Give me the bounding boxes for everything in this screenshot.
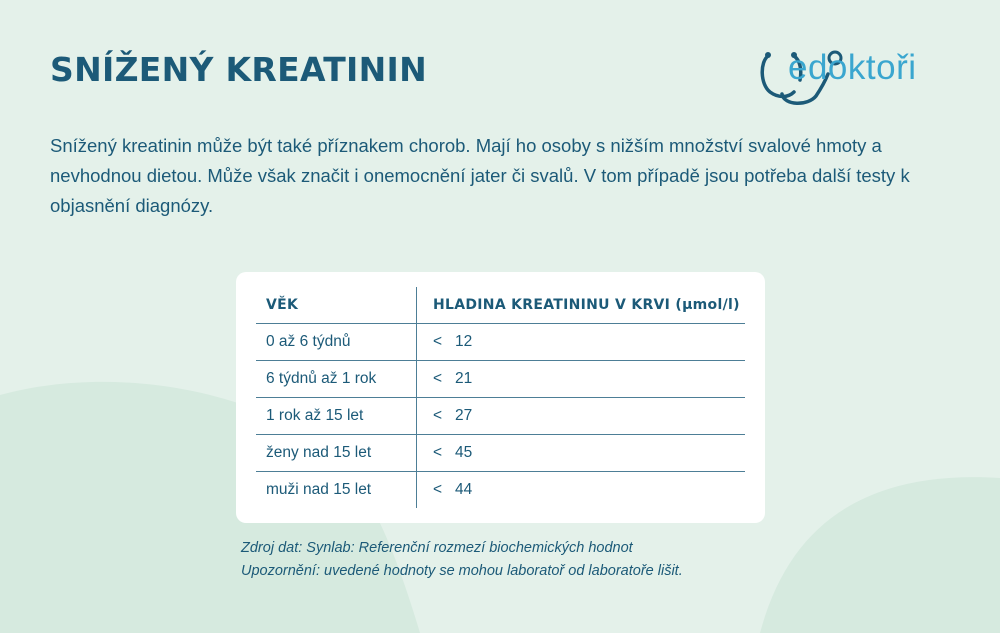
logo-text-rest: doktoři bbox=[807, 48, 917, 87]
page-title: SNÍŽENÝ KREATININ bbox=[50, 50, 428, 89]
table-row bbox=[256, 435, 745, 472]
table-header-row bbox=[256, 287, 745, 324]
logo-text bbox=[788, 48, 917, 88]
cell-level bbox=[417, 398, 746, 435]
operator: < bbox=[433, 444, 443, 461]
creatinine-table bbox=[256, 287, 745, 508]
value: 45 bbox=[455, 444, 473, 461]
cell-level bbox=[417, 324, 746, 361]
value: 21 bbox=[455, 370, 473, 387]
cell-level bbox=[417, 435, 746, 472]
cell-age: 6 týdnů až 1 rok bbox=[256, 361, 417, 398]
operator: < bbox=[433, 370, 443, 387]
cell-age: 1 rok až 15 let bbox=[256, 398, 417, 435]
operator: < bbox=[433, 333, 443, 350]
table-row bbox=[256, 398, 745, 435]
table-row bbox=[256, 361, 745, 398]
cell-level bbox=[417, 472, 746, 509]
value: 27 bbox=[455, 407, 473, 424]
edoktori-logo bbox=[758, 44, 958, 108]
source-note bbox=[241, 537, 683, 583]
operator: < bbox=[433, 407, 443, 424]
table-card bbox=[236, 272, 765, 523]
value: 12 bbox=[455, 333, 473, 350]
operator: < bbox=[433, 481, 443, 498]
header-age: VĚK bbox=[256, 287, 417, 324]
cell-age: ženy nad 15 let bbox=[256, 435, 417, 472]
source-line: Zdroj dat: Synlab: Referenční rozmezí biochemických hodnot bbox=[241, 540, 633, 556]
intro-paragraph: Snížený kreatinin může být také příznakem chorob. Mají ho osoby s nižším množství svalové hmoty a nevhodnou dietou. Může však značit i onemocnění jater či svalů. V tom případě jsou potřeba další testy k objasnění diagnózy. bbox=[50, 135, 910, 216]
cell-age: muži nad 15 let bbox=[256, 472, 417, 509]
header-level: HLADINA KREATININU V KRVI (µmol/l) bbox=[417, 287, 746, 324]
table-row bbox=[256, 472, 745, 509]
cell-age: 0 až 6 týdnů bbox=[256, 324, 417, 361]
logo-text-e: e bbox=[788, 48, 808, 87]
disclaimer-line: Upozornění: uvedené hodnoty se mohou laboratoř od laboratoře lišit. bbox=[241, 563, 683, 579]
value: 44 bbox=[455, 481, 473, 498]
table-row bbox=[256, 324, 745, 361]
cell-level bbox=[417, 361, 746, 398]
